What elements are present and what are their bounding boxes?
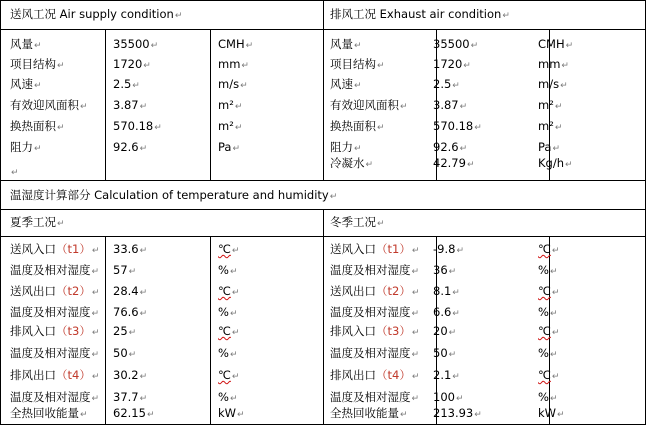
row-value: 28.4↵	[113, 284, 148, 298]
column-divider	[105, 29, 106, 181]
row-value: 42.79↵	[433, 156, 475, 170]
table-border-right	[645, 0, 646, 425]
row-value: 30.2↵	[113, 368, 148, 382]
row-unit: CMH↵	[538, 37, 574, 51]
row-unit: CMH↵	[218, 37, 254, 51]
row-unit: m/s↵	[218, 77, 248, 91]
row-label: 换热面积↵	[10, 119, 65, 133]
row-unit: ℃↵	[218, 324, 240, 338]
table-border-left	[0, 0, 1, 425]
row-label: 风速↵	[10, 77, 42, 91]
row-value: 25↵	[113, 324, 137, 338]
row-unit: m²↵	[538, 98, 563, 112]
center-divider	[323, 209, 324, 425]
row-value: 6.6↵	[433, 305, 460, 319]
row-label: 风速↵	[330, 77, 362, 91]
row-unit: m²↵	[218, 119, 243, 133]
calculation-title: 温湿度计算部分 Calculation of temperature and humidity↵	[10, 188, 338, 202]
row-label: 排风入口（t3）↵	[330, 324, 420, 338]
row-value: 33.6↵	[113, 242, 148, 256]
row-value: 3.87↵	[433, 98, 468, 112]
row-label: 温度及相对湿度↵	[330, 263, 420, 277]
row-label: 温度及相对湿度↵	[330, 305, 420, 319]
row-value: 62.15↵	[113, 406, 155, 420]
row-value: 1720↵	[433, 57, 471, 71]
row-value: 2.1↵	[433, 368, 460, 382]
row-unit: ℃↵	[218, 368, 240, 382]
row-value: 570.18↵	[113, 119, 162, 133]
row-unit: ℃↵	[538, 242, 560, 256]
row-value: 20↵	[433, 324, 457, 338]
row-label: 全热回收能量↵	[330, 406, 408, 420]
row-label: 温度及相对湿度↵	[10, 390, 100, 404]
row-label: 温度及相对湿度↵	[10, 305, 100, 319]
row-value: 50↵	[433, 346, 457, 360]
row-value: -9.8↵	[433, 242, 464, 256]
row-value: 92.6↵	[113, 140, 148, 154]
row-unit: %↵	[538, 346, 558, 360]
column-divider	[210, 236, 211, 425]
row-label: 送风入口（t1）↵	[330, 242, 420, 256]
row-unit: kW↵	[218, 406, 245, 420]
row-value: 1720↵	[113, 57, 151, 71]
row-value: 35500↵	[113, 37, 159, 51]
row-label: 有效迎风面积↵	[10, 98, 88, 112]
row-value: 57↵	[113, 263, 137, 277]
row-unit: ℃↵	[538, 324, 560, 338]
row-unit: %↵	[218, 346, 238, 360]
row-value: 100↵	[433, 390, 464, 404]
row-label: 项目结构↵	[330, 57, 385, 71]
row-label: 温度及相对湿度↵	[330, 346, 420, 360]
row-label: 送风出口（t2）↵	[10, 284, 100, 298]
row-unit: mm↵	[538, 57, 569, 71]
row-unit: Pa↵	[218, 140, 241, 154]
row-unit: %↵	[538, 263, 558, 277]
row-unit: %↵	[538, 390, 558, 404]
row-label: 阻力↵	[330, 140, 362, 154]
row-unit: m²↵	[218, 98, 243, 112]
row-unit: mm↵	[218, 57, 249, 71]
row-unit: m/s↵	[538, 77, 568, 91]
row-unit: ℃↵	[538, 284, 560, 298]
row-unit: ℃↵	[218, 284, 240, 298]
row-unit: Kg/h↵	[538, 156, 573, 170]
row-label: 风量↵	[10, 37, 42, 51]
row-label: 温度及相对湿度↵	[10, 263, 100, 277]
row-value: 570.18↵	[433, 119, 482, 133]
row-unit: kW↵	[538, 406, 565, 420]
empty-paragraph: ↵	[11, 168, 19, 178]
row-label: 风量↵	[330, 37, 362, 51]
column-divider	[210, 29, 211, 181]
row-unit: m²↵	[538, 119, 563, 133]
row-value: 76.6↵	[113, 305, 148, 319]
supply-condition-title: 送风工况 Air supply condition↵	[10, 7, 183, 21]
winter-condition-title: 冬季工况↵	[330, 215, 385, 229]
row-value: 36↵	[433, 263, 457, 277]
row-unit: %↵	[538, 305, 558, 319]
summer-condition-title: 夏季工况↵	[10, 215, 65, 229]
row-label: 温度及相对湿度↵	[330, 390, 420, 404]
row-label: 冷凝水↵	[330, 156, 374, 170]
row-unit: ℃↵	[218, 242, 240, 256]
row-unit: Pa↵	[538, 140, 561, 154]
row-value: 92.6↵	[433, 140, 468, 154]
row-label: 阻力↵	[10, 140, 42, 154]
row-label: 送风入口（t1）↵	[10, 242, 100, 256]
row-label: 有效迎风面积↵	[330, 98, 408, 112]
row-value: 3.87↵	[113, 98, 148, 112]
row-value: 2.5↵	[433, 77, 460, 91]
row-unit: %↵	[218, 305, 238, 319]
row-label: 全热回收能量↵	[10, 406, 88, 420]
row-label: 温度及相对湿度↵	[10, 346, 100, 360]
row-value: 50↵	[113, 346, 137, 360]
row-label: 项目结构↵	[10, 57, 65, 71]
row-value: 35500↵	[433, 37, 479, 51]
row-value: 8.1↵	[433, 284, 460, 298]
row-unit: ℃↵	[538, 368, 560, 382]
row-label: 送风出口（t2）↵	[330, 284, 420, 298]
row-value: 37.7↵	[113, 390, 148, 404]
row-label: 排风出口（t4）↵	[10, 368, 100, 382]
row-value: 2.5↵	[113, 77, 140, 91]
center-divider	[323, 0, 324, 181]
row-label: 换热面积↵	[330, 119, 385, 133]
row-label: 排风出口（t4）↵	[330, 368, 420, 382]
row-value: 213.93↵	[433, 406, 482, 420]
row-unit: %↵	[218, 263, 238, 277]
exhaust-condition-title: 排风工况 Exhaust air condition↵	[330, 7, 510, 21]
row-label: 排风入口（t3）↵	[10, 324, 100, 338]
column-divider	[105, 236, 106, 425]
row-unit: %↵	[218, 390, 238, 404]
